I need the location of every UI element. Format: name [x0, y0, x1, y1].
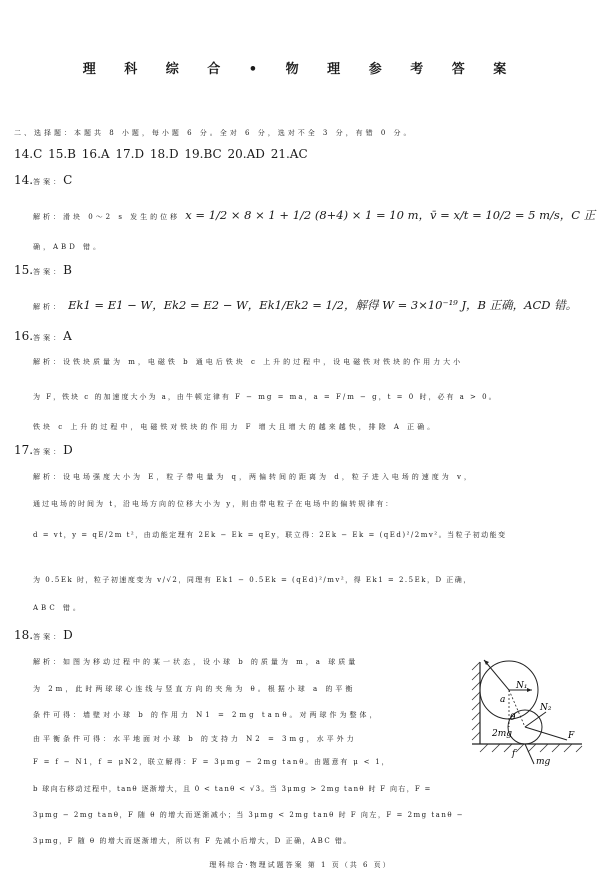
- answer-key-row: 14.C 15.B 16.A 17.D 18.D 19.BC 20.AD 21.AC: [14, 147, 308, 161]
- q14-line1: [33, 204, 595, 223]
- f-arrow: [525, 727, 567, 740]
- q16-label: [14, 329, 72, 343]
- label-mg: mg: [536, 757, 551, 767]
- q17-number: 17.: [14, 443, 34, 457]
- q15-answer: B: [63, 263, 72, 277]
- q14-analysis-lead: 解析：滑块 0～2 s 发生的位移: [33, 213, 181, 221]
- q18-line7: 3μmg − 2mg tanθ，F 随 θ 的增大而逐渐减小；当 3μmg < 2mg tanθ 时 F 向左，F = 2mg tanθ −: [33, 811, 465, 819]
- q18-line3: 条件可得：墙壁对小球 b 的作用力 N1 = 2mg tanθ。对两球作为整体，: [33, 711, 380, 719]
- q17-answer-label: 答案：: [33, 448, 64, 456]
- q18-force-diagram: [462, 652, 587, 770]
- label-theta: θ: [510, 713, 516, 723]
- q14-number: 14.: [14, 173, 34, 187]
- q18-line8: 3μmg，F 随 θ 的增大而逐渐增大，所以有 F 先减小后增大，D 正确，ABC 错。: [33, 837, 352, 845]
- n1-arrow: [484, 660, 509, 690]
- section-heading: 二、选择题：本题共 8 小题，每小题 6 分。全对 6 分，选对不全 3 分，有错 0 分。: [14, 129, 414, 137]
- q18-line1: 解析：如图为移动过程中的某一状态，设小球 b 的质量为 m，a 球质量: [33, 658, 359, 666]
- ground-hatch: [480, 744, 582, 752]
- q17-line5: ABC 错。: [33, 604, 83, 612]
- q16-line2: 为 F，铁块 c 的加速度大小为 a，由牛顿定律有 F − mg = ma，a = F/m − g，t = 0 时，必有 a > 0。: [33, 393, 498, 401]
- q14-answer: C: [63, 173, 73, 187]
- q15-line1: [33, 294, 577, 313]
- q14-answer-label: 答案：: [33, 178, 64, 186]
- q17-line3: d = vt，y = qE/2m t²，由动能定理有 2Ek − Ek = qEy，联立得：2Ek − Ek = (qEd)²/2mv²。当粒子初动能变: [33, 531, 507, 539]
- q18-label: [14, 628, 73, 642]
- label-2mg: 2mg: [492, 729, 513, 739]
- label-friction: f: [512, 749, 516, 759]
- q18-answer-label: 答案：: [33, 633, 64, 641]
- q15-answer-label: 答案：: [33, 268, 64, 276]
- q17-answer: D: [63, 443, 73, 457]
- q14-label: [14, 173, 72, 187]
- page-footer: 理科综合·物理试题答案 第 1 页（共 6 页）: [209, 861, 392, 869]
- q15-number: 15.: [14, 263, 34, 277]
- q15-analysis-lead: 解析：: [33, 303, 63, 311]
- n-arrowhead: [527, 688, 532, 692]
- q16-line1: 解析：设铁块质量为 m，电磁铁 b 通电后铁块 c 上升的过程中，设电磁铁对铁块的作用力大小: [33, 358, 464, 366]
- q18-line5: F = f − N1，f = μN2，联立解得：F = 3μmg − 2mg tanθ。由题意有 μ < 1，: [33, 758, 391, 766]
- q18-line4: 由平衡条件可得：水平地面对小球 b 的支持力 N2 = 3mg，水平外力: [33, 735, 357, 743]
- q17-line2: 通过电场的时间为 t，沿电场方向的位移大小为 y，则由带电粒子在电场中的偏转规律有：: [33, 500, 395, 508]
- q17-line1: 解析：设电场强度大小为 E，粒子带电量为 q，两偏转间的距离为 d，粒子进入电场的速度为 v，: [33, 473, 474, 481]
- q18-line2: 为 2m，此时两球球心连线与竖直方向的夹角为 θ。根据小球 a 的平衡: [33, 685, 356, 693]
- q15-equation: Ek1 = E1 − W，Ek2 = E2 − W，Ek1/Ek2 = 1/2，解得 W = 3×10⁻¹⁹ J，B 正确，ACD 错。: [68, 298, 578, 312]
- q17-line4: 为 0.5Ek 时，粒子初速度变为 v/√2，同理有 Ek1 − 0.5Ek = (qEd)²/mv²，得 Ek1 = 2.5Ek，D 正确，: [33, 576, 472, 584]
- q16-answer: A: [63, 329, 72, 343]
- q16-answer-label: 答案：: [33, 334, 64, 342]
- label-a: a: [500, 695, 506, 705]
- q14-line2: 确，ABD 错。: [33, 243, 104, 251]
- label-f-force: F: [568, 731, 575, 741]
- q16-line3: 铁块 c 上升的过程中，电磁铁对铁块的作用力 F 增大且增大的越来越快，排除 A 正确。: [33, 423, 438, 431]
- q15-label: [14, 263, 72, 277]
- q18-answer: D: [63, 628, 73, 642]
- label-n2: N₂: [540, 703, 552, 713]
- wall-hatch: [472, 662, 480, 740]
- q17-label: [14, 443, 73, 457]
- n1-arrowhead: [484, 660, 489, 665]
- label-n1: N₁: [516, 681, 528, 691]
- page-title: 理 科 综 合 • 物 理 参 考 答 案: [82, 62, 519, 77]
- q14-equation: x = 1/2 × 8 × 1 + 1/2 (8+4) × 1 = 10 m，v̄ = x/t = 10/2 = 5 m/s，C 正: [185, 208, 596, 222]
- q18-line6: b 球向右移动过程中，tanθ 逐渐增大，且 0 < tanθ < √3。当 3μmg > 2mg tanθ 时 F 向右，F =: [33, 785, 432, 793]
- q18-number: 18.: [14, 628, 34, 642]
- q16-number: 16.: [14, 329, 34, 343]
